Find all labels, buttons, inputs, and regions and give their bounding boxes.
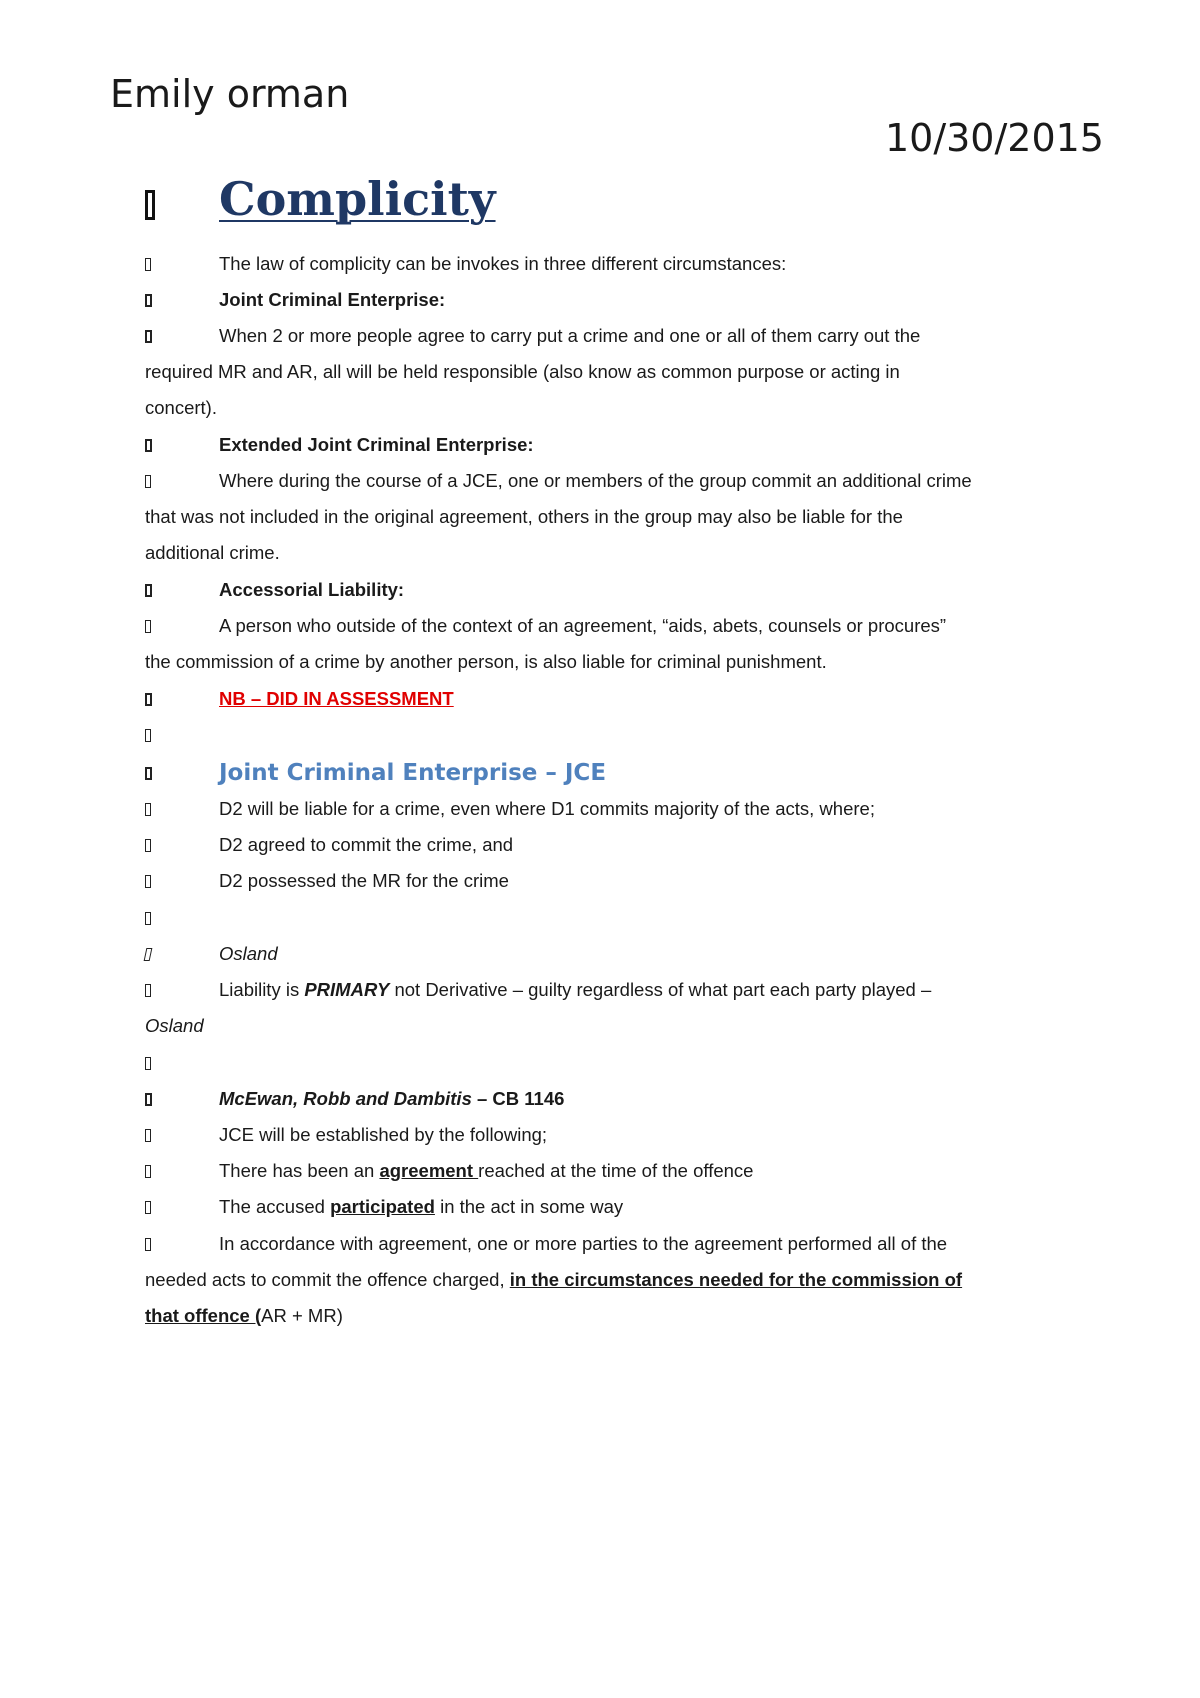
continuation-text: the commission of a crime by another person, is also liable for criminal punishment.	[145, 651, 827, 672]
case-reference: – CB 1146	[471, 1088, 565, 1109]
bullet-placeholder-icon	[145, 258, 151, 271]
list-item-text: In accordance with agreement, one or more parties to the agreement performed all of the	[219, 1233, 948, 1254]
list-item-text: The law of complicity can be invokes in three different circumstances:	[219, 253, 787, 274]
list-item	[145, 1226, 1065, 1262]
text-run: Liability is	[219, 979, 305, 1000]
continuation-text	[145, 1298, 1065, 1334]
note-text: NB – DID IN ASSESSMENT	[219, 688, 454, 709]
list-item-text: Accessorial Liability:	[219, 579, 405, 600]
list-item	[145, 572, 1065, 608]
list-item	[145, 900, 1065, 936]
text-run: reached at the time of the offence	[478, 1160, 754, 1181]
list-item	[145, 717, 1065, 753]
bullet-placeholder-icon	[145, 1201, 151, 1214]
list-item-text: Joint Criminal Enterprise:	[219, 289, 446, 310]
bullet-placeholder-icon	[145, 475, 151, 488]
list-item	[145, 1189, 1065, 1225]
bullet-placeholder-icon	[145, 620, 151, 633]
case-citation	[219, 1081, 564, 1117]
list-item-text: JCE will be established by the following;	[219, 1124, 548, 1145]
text-run: There has been an	[219, 1160, 380, 1181]
list-item	[145, 1045, 1065, 1081]
list-item	[145, 427, 1065, 463]
list-item	[145, 282, 1065, 318]
list-item	[145, 936, 1065, 972]
list-item	[145, 608, 1065, 644]
list-item	[145, 972, 1065, 1008]
continuation-text: that was not included in the original agreement, others in the group may also be liable for the	[145, 506, 903, 527]
bullet-placeholder-icon	[145, 729, 151, 742]
text-run: in the act in some way	[434, 1196, 624, 1217]
bullet-placeholder-icon	[145, 330, 152, 343]
continuation-text: concert).	[145, 397, 217, 418]
bullet-placeholder-icon	[145, 1238, 151, 1251]
list-item-text: When 2 or more people agree to carry put a crime and one or all of them carry out the	[219, 325, 921, 346]
case-name: Osland	[145, 1015, 204, 1036]
list-item	[145, 681, 1065, 717]
bullet-placeholder-icon	[145, 584, 152, 597]
bullet-placeholder-icon	[144, 948, 153, 961]
document-date: 10/30/2015	[884, 116, 1104, 160]
list-item	[145, 755, 1065, 791]
case-name: Osland	[219, 943, 278, 964]
bullet-placeholder-icon	[145, 803, 151, 816]
bullet-placeholder-icon	[145, 1129, 151, 1142]
bullet-placeholder-icon	[145, 190, 155, 220]
list-item	[145, 463, 1065, 499]
section-heading: Joint Criminal Enterprise – JCE	[219, 760, 607, 786]
author-name: Emily orman	[110, 72, 350, 116]
emphasis-text: agreement	[379, 1160, 479, 1181]
list-item-text: A person who outside of the context of an agreement, “aids, abets, counsels or procures”	[219, 615, 947, 636]
emphasis-text: in the circumstances needed for the commission of	[509, 1269, 963, 1290]
list-item-text: D2 possessed the MR for the crime	[219, 870, 509, 891]
bullet-placeholder-icon	[145, 839, 151, 852]
list-item-text	[219, 1189, 623, 1225]
bullet-placeholder-icon	[145, 1093, 152, 1106]
list-item-text: Where during the course of a JCE, one or members of the group commit an additional crime	[219, 470, 972, 491]
bullet-placeholder-icon	[145, 1057, 151, 1070]
list-item-text	[219, 972, 931, 1008]
emphasis-text: PRIMARY	[304, 979, 390, 1000]
bullet-placeholder-icon	[145, 693, 152, 706]
list-item	[145, 1153, 1065, 1189]
bullet-placeholder-icon	[145, 1165, 151, 1178]
emphasis-text: that offence (	[145, 1305, 262, 1326]
bullet-placeholder-icon	[145, 912, 151, 925]
text-run: AR + MR)	[261, 1305, 343, 1326]
list-item	[145, 863, 1065, 899]
list-item-text	[219, 1153, 753, 1189]
text-run: not Derivative – guilty regardless of what part each party played –	[389, 979, 932, 1000]
case-name: McEwan, Robb and Dambitis	[219, 1088, 472, 1109]
list-item	[145, 246, 1065, 282]
document-title: Complicity	[219, 172, 496, 226]
continuation-text: required MR and AR, all will be held responsible (also know as common purpose or acting in	[145, 361, 900, 382]
continuation-text	[145, 1262, 1065, 1298]
list-item	[145, 1117, 1065, 1153]
list-item-text: D2 agreed to commit the crime, and	[219, 834, 514, 855]
list-item	[145, 318, 1065, 354]
list-item	[145, 827, 1065, 863]
list-item	[145, 791, 1065, 827]
bullet-placeholder-icon	[145, 767, 152, 780]
list-item-text: D2 will be liable for a crime, even where D1 commits majority of the acts, where;	[219, 798, 875, 819]
bullet-placeholder-icon	[145, 439, 152, 452]
title-row	[145, 172, 1045, 240]
list-item-text: Extended Joint Criminal Enterprise:	[219, 434, 534, 455]
text-run: The accused	[219, 1196, 331, 1217]
continuation-text: additional crime.	[145, 542, 280, 563]
list-item	[145, 1081, 1065, 1117]
emphasis-text: participated	[330, 1196, 435, 1217]
bullet-placeholder-icon	[145, 875, 151, 888]
bullet-placeholder-icon	[145, 984, 151, 997]
bullet-placeholder-icon	[145, 294, 152, 307]
text-run: needed acts to commit the offence charged,	[145, 1269, 510, 1290]
